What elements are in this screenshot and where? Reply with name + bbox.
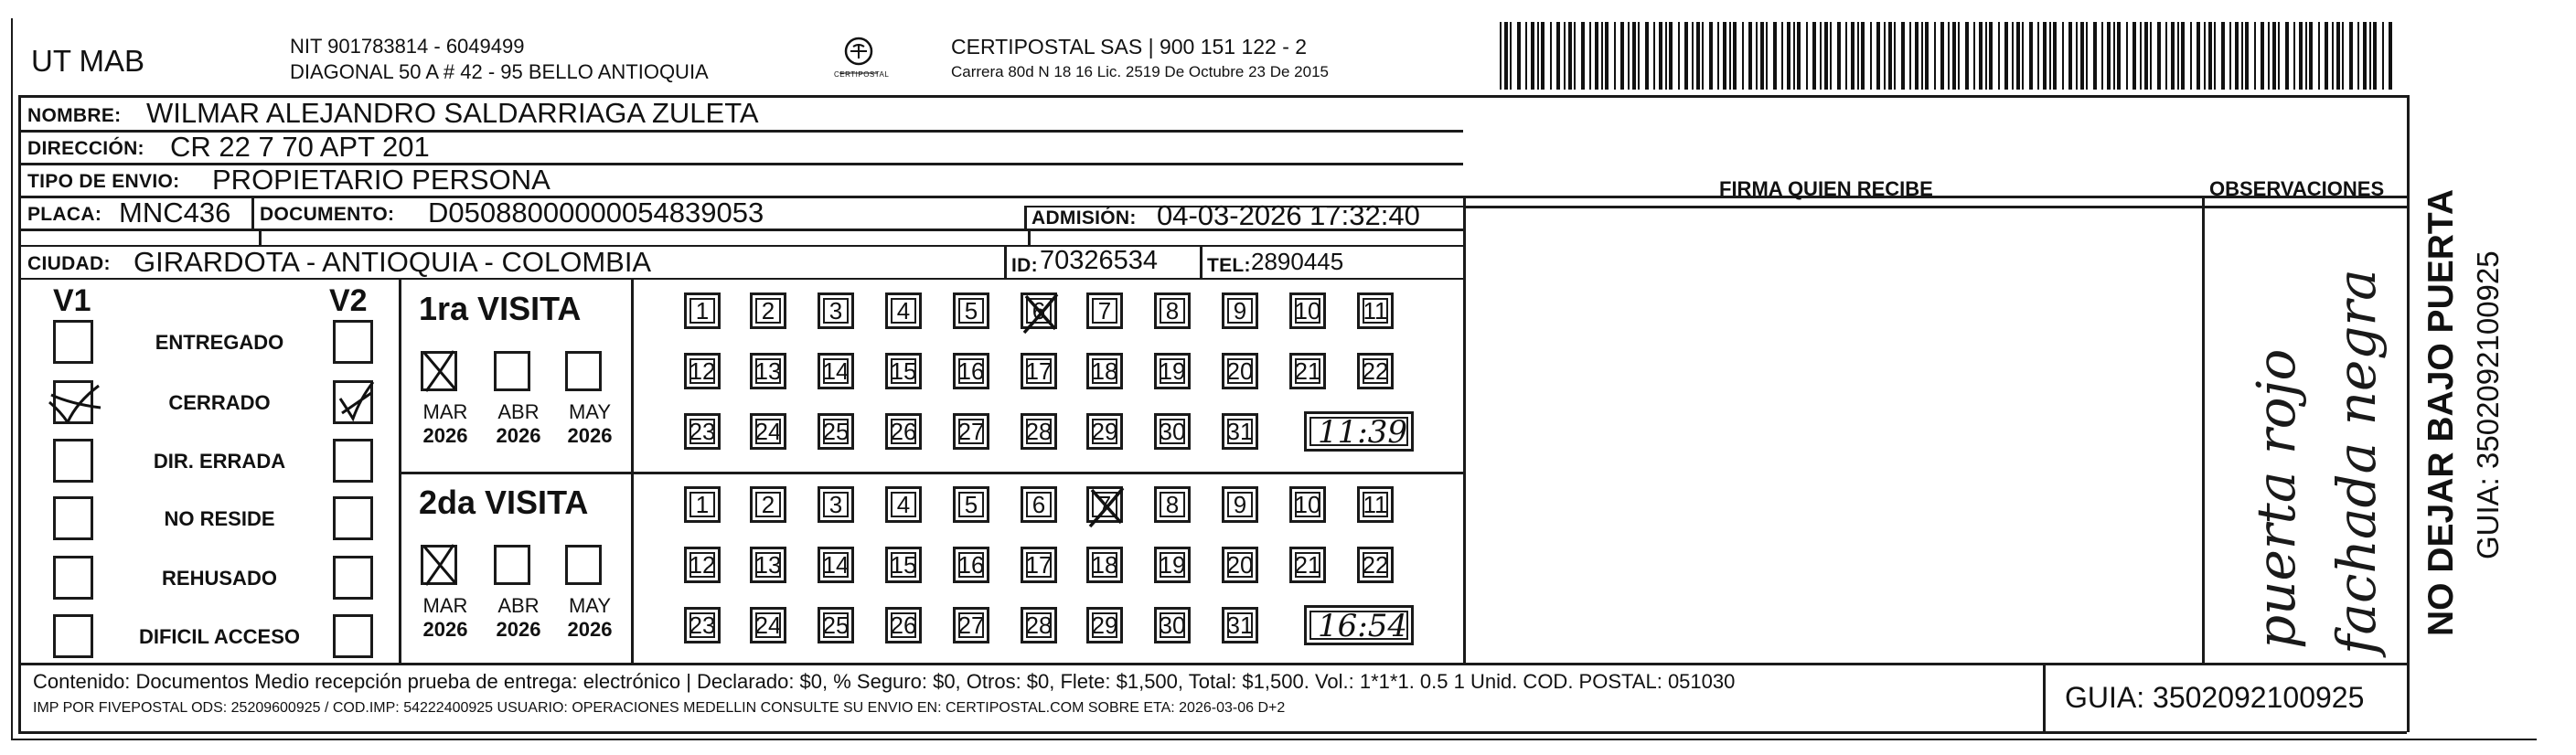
visit-day-box[interactable]: 22 — [1357, 547, 1394, 583]
visit-month-checkbox[interactable] — [421, 351, 457, 391]
status-v2-checkbox[interactable] — [333, 556, 373, 600]
status-v2-checkbox[interactable] — [333, 496, 373, 540]
visit-day-box[interactable]: 6 — [1021, 292, 1057, 329]
visit-month-label: MAR — [422, 400, 468, 423]
visit-day-box[interactable]: 14 — [818, 353, 854, 389]
visit-day-box[interactable]: 27 — [953, 607, 989, 643]
observations-header: OBSERVACIONES — [2209, 177, 2385, 200]
status-label: ENTREGADO — [155, 331, 284, 354]
visit-time-box[interactable] — [1304, 411, 1414, 452]
sender-nit: NIT 901783814 - 6049499 — [290, 35, 525, 58]
no-under-door-warning: NO DEJAR BAJO PUERTA — [2421, 188, 2461, 636]
visit-day-box[interactable]: 11 — [1357, 292, 1394, 329]
visit-day-box[interactable]: 29 — [1086, 413, 1123, 450]
observation-note-1: puerta rojo — [2245, 348, 2307, 649]
visit-month-checkbox[interactable] — [565, 351, 602, 391]
visit-day-box[interactable]: 3 — [818, 292, 854, 329]
visit-day-box[interactable]: 25 — [818, 607, 854, 643]
certipostal-logo-icon — [834, 35, 890, 84]
v1-label: V1 — [53, 283, 91, 318]
visit-day-box[interactable]: 18 — [1086, 547, 1123, 583]
visit-day-box[interactable]: 28 — [1021, 413, 1057, 450]
visit-day-box[interactable]: 11 — [1357, 486, 1394, 523]
visit-day-box[interactable]: 2 — [750, 292, 786, 329]
status-label: REHUSADO — [162, 567, 277, 590]
print-info-text: IMP POR FIVEPOSTAL ODS: 25209600925 / COD.IMP: 54222400925 USUARIO: OPERACIONES MEDELLIN CONSULTE SU ENVIO EN: CERTIPOSTAL.COM SOBRE ETA: 2026-03-06 D+2 — [33, 700, 1286, 716]
visit-day-box[interactable]: 9 — [1222, 292, 1258, 329]
side-guide-number: GUIA: 3502092100925 — [2471, 250, 2505, 559]
status-label: CERRADO — [168, 391, 271, 414]
admission-label: ADMISIÓN: — [1031, 207, 1137, 229]
contents-text: Contenido: Documentos Medio recepción prueba de entrega: electrónico | Declarado: $0, % Seguro: $0, Otros: $0, Flete: $1,500, Total: $1,500. Vol.: 1*1*1. 0.5 1 Unid. COD. POSTAL: 051030 — [33, 670, 1736, 693]
visit-day-box[interactable]: 17 — [1021, 547, 1057, 583]
visit-day-box[interactable]: 20 — [1222, 547, 1258, 583]
visit-day-box[interactable]: 25 — [818, 413, 854, 450]
visit-day-box[interactable]: 1 — [684, 486, 721, 523]
status-v2-checkbox[interactable] — [333, 320, 373, 364]
visit-day-box[interactable]: 18 — [1086, 353, 1123, 389]
status-label: NO RESIDE — [164, 507, 275, 530]
visit-year-label: 2026 — [496, 424, 541, 447]
admission-value: 04-03-2026 17:32:40 — [1157, 199, 1420, 231]
visit-day-box[interactable]: 3 — [818, 486, 854, 523]
visit-day-box[interactable]: 29 — [1086, 607, 1123, 643]
visit-day-box[interactable]: 23 — [684, 413, 721, 450]
address-value: CR 22 7 70 APT 201 — [170, 131, 430, 163]
visit-day-box[interactable]: 10 — [1289, 486, 1326, 523]
visit-day-box[interactable]: 17 — [1021, 353, 1057, 389]
visit-day-box[interactable]: 12 — [684, 353, 721, 389]
tel-label: TEL: — [1207, 255, 1251, 276]
sender-name: UT MAB — [31, 44, 145, 78]
visit-day-box[interactable]: 5 — [953, 292, 989, 329]
visit-day-box[interactable]: 23 — [684, 607, 721, 643]
plate-value: MNC436 — [119, 197, 231, 229]
visit-time: 16:54 — [1318, 608, 1407, 644]
shipment-type-label: TIPO DE ENVIO: — [27, 171, 180, 192]
visit-day-box[interactable]: 28 — [1021, 607, 1057, 643]
tel-value: 2890445 — [1251, 248, 1344, 275]
visit-day-box[interactable]: 1 — [684, 292, 721, 329]
visit-day-box[interactable]: 31 — [1222, 413, 1258, 450]
visit-day-box[interactable]: 15 — [885, 547, 922, 583]
signature-header: FIRMA QUIEN RECIBE — [1719, 177, 1933, 200]
logo-text: CERTIPOSTAL — [834, 70, 890, 79]
visit-time-box[interactable] — [1304, 605, 1414, 645]
status-label: DIR. ERRADA — [153, 450, 286, 473]
visit-day-box[interactable]: 30 — [1154, 413, 1191, 450]
visit-day-box[interactable]: 4 — [885, 292, 922, 329]
visit-month-checkbox[interactable] — [565, 545, 602, 585]
visit-day-box[interactable]: 16 — [953, 547, 989, 583]
visit-day-box[interactable]: 31 — [1222, 607, 1258, 643]
visit-day-box[interactable]: 21 — [1289, 353, 1326, 389]
visit-day-box[interactable]: 8 — [1154, 486, 1191, 523]
visit-day-box[interactable]: 21 — [1289, 547, 1326, 583]
plate-label: PLACA: — [27, 204, 102, 225]
visit-day-box[interactable]: 30 — [1154, 607, 1191, 643]
name-label: NOMBRE: — [27, 105, 122, 126]
address-label: DIRECCIÓN: — [27, 138, 144, 159]
visit-day-box[interactable]: 5 — [953, 486, 989, 523]
observation-note-2: fachada negra — [2325, 269, 2388, 654]
visit-day-box[interactable]: 4 — [885, 486, 922, 523]
visit-month-checkbox[interactable] — [421, 545, 457, 585]
visit-day-box[interactable]: 19 — [1154, 353, 1191, 389]
barcode-icon — [1500, 22, 2396, 90]
visit-year-label: 2026 — [567, 618, 613, 641]
visit-day-box[interactable]: 10 — [1289, 292, 1326, 329]
visit-title: 1ra VISITA — [419, 290, 582, 327]
visit-day-box[interactable]: 13 — [750, 547, 786, 583]
visit-day-box[interactable]: 26 — [885, 413, 922, 450]
city-label: CIUDAD: — [27, 253, 111, 274]
status-v2-checkbox[interactable] — [333, 380, 373, 424]
status-v2-checkbox[interactable] — [333, 614, 373, 658]
visit-month-label: MAR — [422, 594, 468, 617]
city-value: GIRARDOTA - ANTIOQUIA - COLOMBIA — [134, 246, 652, 278]
signature-area[interactable] — [1467, 209, 2200, 661]
visit-year-label: 2026 — [422, 424, 468, 447]
id-value: 70326534 — [1040, 246, 1159, 275]
v2-label: V2 — [329, 283, 368, 318]
visit-month-label: MAY — [568, 400, 612, 423]
name-value: WILMAR ALEJANDRO SALDARRIAGA ZULETA — [146, 97, 759, 129]
visit-day-box[interactable]: 12 — [684, 547, 721, 583]
visit-day-box[interactable]: 7 — [1086, 292, 1123, 329]
status-v2-checkbox[interactable] — [333, 439, 373, 483]
visit-day-box[interactable]: 7 — [1086, 486, 1123, 523]
visit-time: 11:39 — [1318, 414, 1407, 451]
visit-day-box[interactable]: 19 — [1154, 547, 1191, 583]
visit-day-box[interactable]: 27 — [953, 413, 989, 450]
visit-month-label: MAY — [568, 594, 612, 617]
sender-address: DIAGONAL 50 A # 42 - 95 BELLO ANTIOQUIA — [290, 60, 709, 83]
visit-title: 2da VISITA — [419, 484, 589, 521]
visit-year-label: 2026 — [496, 618, 541, 641]
visit-day-box[interactable]: 26 — [885, 607, 922, 643]
visit-day-box[interactable]: 20 — [1222, 353, 1258, 389]
visit-day-box[interactable]: 16 — [953, 353, 989, 389]
visit-day-box[interactable]: 24 — [750, 413, 786, 450]
id-label: ID: — [1011, 255, 1038, 276]
visit-month-checkbox[interactable] — [494, 545, 530, 585]
visit-day-box[interactable]: 13 — [750, 353, 786, 389]
company-name: CERTIPOSTAL SAS | 900 151 122 - 2 — [951, 35, 1308, 58]
visit-day-box[interactable]: 22 — [1357, 353, 1394, 389]
visit-day-box[interactable]: 6 — [1021, 486, 1057, 523]
company-address: Carrera 80d N 18 16 Lic. 2519 De Octubre 23 De 2015 — [951, 63, 1329, 80]
shipment-type-value: PROPIETARIO PERSONA — [212, 164, 550, 196]
visit-year-label: 2026 — [422, 618, 468, 641]
visit-month-label: ABR — [497, 594, 540, 617]
document-label: DOCUMENTO: — [260, 204, 395, 225]
visit-month-label: ABR — [497, 400, 540, 423]
document-value: D05088000000054839053 — [428, 197, 764, 229]
visit-day-box[interactable]: 8 — [1154, 292, 1191, 329]
visit-month-checkbox[interactable] — [494, 351, 530, 391]
visit-day-box[interactable]: 15 — [885, 353, 922, 389]
visit-day-box[interactable]: 9 — [1222, 486, 1258, 523]
visit-year-label: 2026 — [567, 424, 613, 447]
visit-day-box[interactable]: 2 — [750, 486, 786, 523]
footer-guide-number: GUIA: 3502092100925 — [2065, 681, 2365, 714]
visit-day-box[interactable]: 24 — [750, 607, 786, 643]
visit-day-box[interactable]: 14 — [818, 547, 854, 583]
status-label: DIFICIL ACCESO — [138, 625, 300, 648]
